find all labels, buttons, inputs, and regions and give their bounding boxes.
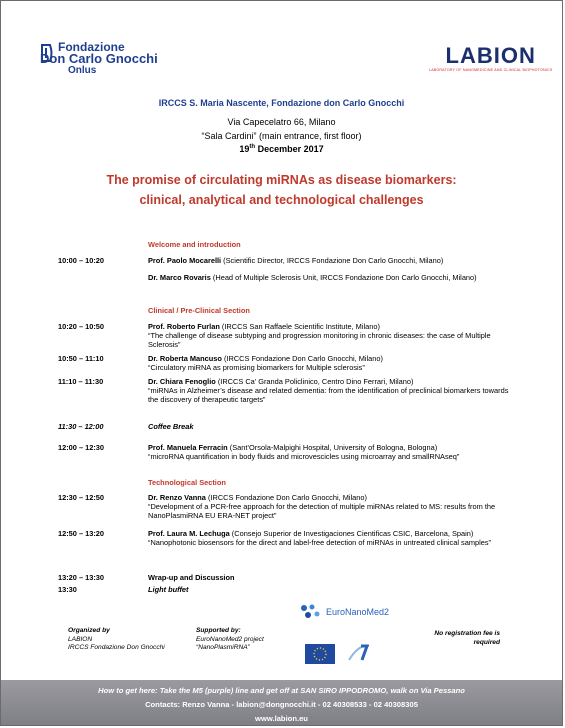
venue-room: “Sala Cardini” (main entrance, first floor) xyxy=(201,131,362,141)
speaker: Prof. Paolo Mocarelli xyxy=(148,256,222,265)
venue-institution: IRCCS S. Maria Nascente, Fondazione don Carlo Gnocchi xyxy=(158,98,405,108)
affiliation: (Head of Multiple Sclerosis Unit, IRCCS Fondazione Don Carlo Gnocchi, Milano) xyxy=(210,273,477,282)
event-title-line1: The promise of circulating miRNAs as disease biomarkers: xyxy=(106,173,457,187)
speaker: Prof. Roberto Furlan xyxy=(148,322,220,331)
affiliation: (Sant’Orsola-Malpighi Hospital, University of Bologna, Bologna) xyxy=(227,443,438,452)
supported-by-heading: Supported by: xyxy=(196,627,241,634)
labion-logo xyxy=(429,45,552,72)
fp7-logo-icon xyxy=(345,640,373,664)
program-entry xyxy=(148,529,518,547)
talk-title: “miRNAs in Alzheimer’s disease and related dementia: from the identification of preclinical biomarkers towards the discovery of therapeutic targets” xyxy=(148,386,509,404)
date-suffix: th xyxy=(249,144,256,150)
time-1: 10:00 – 10:20 xyxy=(58,256,105,265)
program-entry xyxy=(148,377,518,404)
website-link[interactable]: www.labion.eu xyxy=(255,714,308,723)
speaker: Dr. Renzo Vanna xyxy=(148,493,206,502)
program-entry xyxy=(148,493,518,520)
time-5: 11:30 – 12:00 xyxy=(58,422,104,431)
program-entry xyxy=(148,322,518,349)
event-date xyxy=(1,144,562,154)
talk-title: “microRNA quantification in body fluids and microvescicles using microarray and smallRNAseq” xyxy=(148,452,460,461)
time-6: 12:00 – 12:30 xyxy=(58,443,105,452)
coffee-break: Coffee Break xyxy=(148,422,194,431)
supporter-1: EuroNanoMed2 project xyxy=(196,635,264,643)
talk-title: “Development of a PCR-free approach for the detection of multiple miRNAs related to MS: results from the NanoPlasmiRNA EU ERA-NET project” xyxy=(148,502,496,520)
program-entry xyxy=(148,573,518,582)
affiliation: (Consejo Superior de Investigaciones Cientificas CSIC, Barcelona, Spain) xyxy=(229,529,474,538)
affiliation: (IRCCS San Raffaele Scientific Institute, Milano) xyxy=(219,322,380,331)
directions: How to get here: Take the M5 (purple) line and get off at SAN SIRO IPPODROMO, walk on Via Pessano xyxy=(98,686,465,695)
wrap-up: Wrap-up and Discussion xyxy=(148,573,235,582)
program-entry xyxy=(148,585,518,594)
contacts: Contacts: Renzo Vanna - labion@dongnocchi.it - 02 40308533 - 02 40308305 xyxy=(145,700,418,709)
time-8: 12:50 – 13:20 xyxy=(58,529,105,538)
organizer-2: IRCCS Fondazione Don Gnocchi xyxy=(68,644,165,651)
speaker: Prof. Laura M. Lechuga xyxy=(148,529,230,538)
speaker: Dr. Roberta Mancuso xyxy=(148,354,222,363)
affiliation: (IRCCS Ca’ Granda Policlinico, Centro Dino Ferrari, Milano) xyxy=(215,377,414,386)
nofee-line1: No registration fee is xyxy=(434,630,500,637)
labion-tagline: LABORATORY OF NANOMEDICINE AND CLINICAL BIOPHOTONICS xyxy=(429,68,553,72)
program-entry xyxy=(148,256,518,265)
labion-wordmark: LABION xyxy=(445,43,536,68)
speaker: Dr. Marco Rovaris xyxy=(148,273,211,282)
program-entry xyxy=(148,354,518,372)
supported-by xyxy=(196,627,264,653)
fondazione-gnocchi-logo xyxy=(40,41,158,77)
light-buffet: Light buffet xyxy=(148,585,189,594)
affiliation: (Scientific Director, IRCCS Fondazione Don Carlo Gnocchi, Milano) xyxy=(221,256,444,265)
time-4: 11:10 – 11:30 xyxy=(58,377,104,386)
section-welcome: Welcome and introduction xyxy=(148,240,241,249)
talk-title: “Circulatory miRNA as promising biomarkers for Multiple sclerosis” xyxy=(148,363,365,372)
fdg-line2: Don Carlo Gnocchi xyxy=(40,51,158,66)
time-10: 13:30 xyxy=(58,585,77,594)
supporter-2: “NanoPlasmiRNA” xyxy=(196,644,250,651)
section-clinical: Clinical / Pre-Clinical Section xyxy=(148,306,250,315)
date-day: 19 xyxy=(239,144,250,154)
event-title-line2: clinical, analytical and technological challenges xyxy=(139,193,424,207)
eu-flag-icon xyxy=(305,644,335,664)
section-technological: Technological Section xyxy=(148,478,226,487)
time-2: 10:20 – 10:50 xyxy=(58,322,105,331)
speaker: Prof. Manuela Ferracin xyxy=(148,443,228,452)
euronanomed-dots-icon xyxy=(299,603,323,621)
fdg-line3: Onlus xyxy=(68,65,97,76)
program-entry xyxy=(148,422,518,431)
nofee-line2: required xyxy=(473,639,500,646)
program-entry xyxy=(148,273,518,282)
talk-title: “Nanophotonic biosensors for the direct and label-free detection of miRNAs in untreated clinical samples” xyxy=(148,538,492,547)
registration-note xyxy=(425,629,500,647)
euronanomed-logo xyxy=(299,603,389,621)
time-7: 12:30 – 12:50 xyxy=(58,493,105,502)
organized-by-heading: Organized by xyxy=(68,627,110,634)
euronanomed-label: EuroNanoMed2 xyxy=(326,607,390,617)
organized-by xyxy=(68,627,165,653)
time-9: 13:20 – 13:30 xyxy=(58,573,105,582)
date-rest: December 2017 xyxy=(255,144,324,154)
affiliation: (IRCCS Fondazione Don Carlo Gnocchi, Milano) xyxy=(205,493,367,502)
venue-address: Via Capecelatro 66, Milano xyxy=(227,117,336,127)
talk-title: “The challenge of disease subtyping and progression monitoring in chronic diseases: the case of Multiple Sclerosis” xyxy=(148,331,491,349)
speaker: Dr. Chiara Fenoglio xyxy=(148,377,216,386)
program-entry xyxy=(148,443,518,461)
organizer-1: LABION xyxy=(68,635,93,643)
fdg-line1: Fondazione xyxy=(58,40,125,54)
time-3: 10:50 – 11:10 xyxy=(58,354,104,363)
affiliation: (IRCCS Fondazione Don Carlo Gnocchi, Milano) xyxy=(221,354,383,363)
